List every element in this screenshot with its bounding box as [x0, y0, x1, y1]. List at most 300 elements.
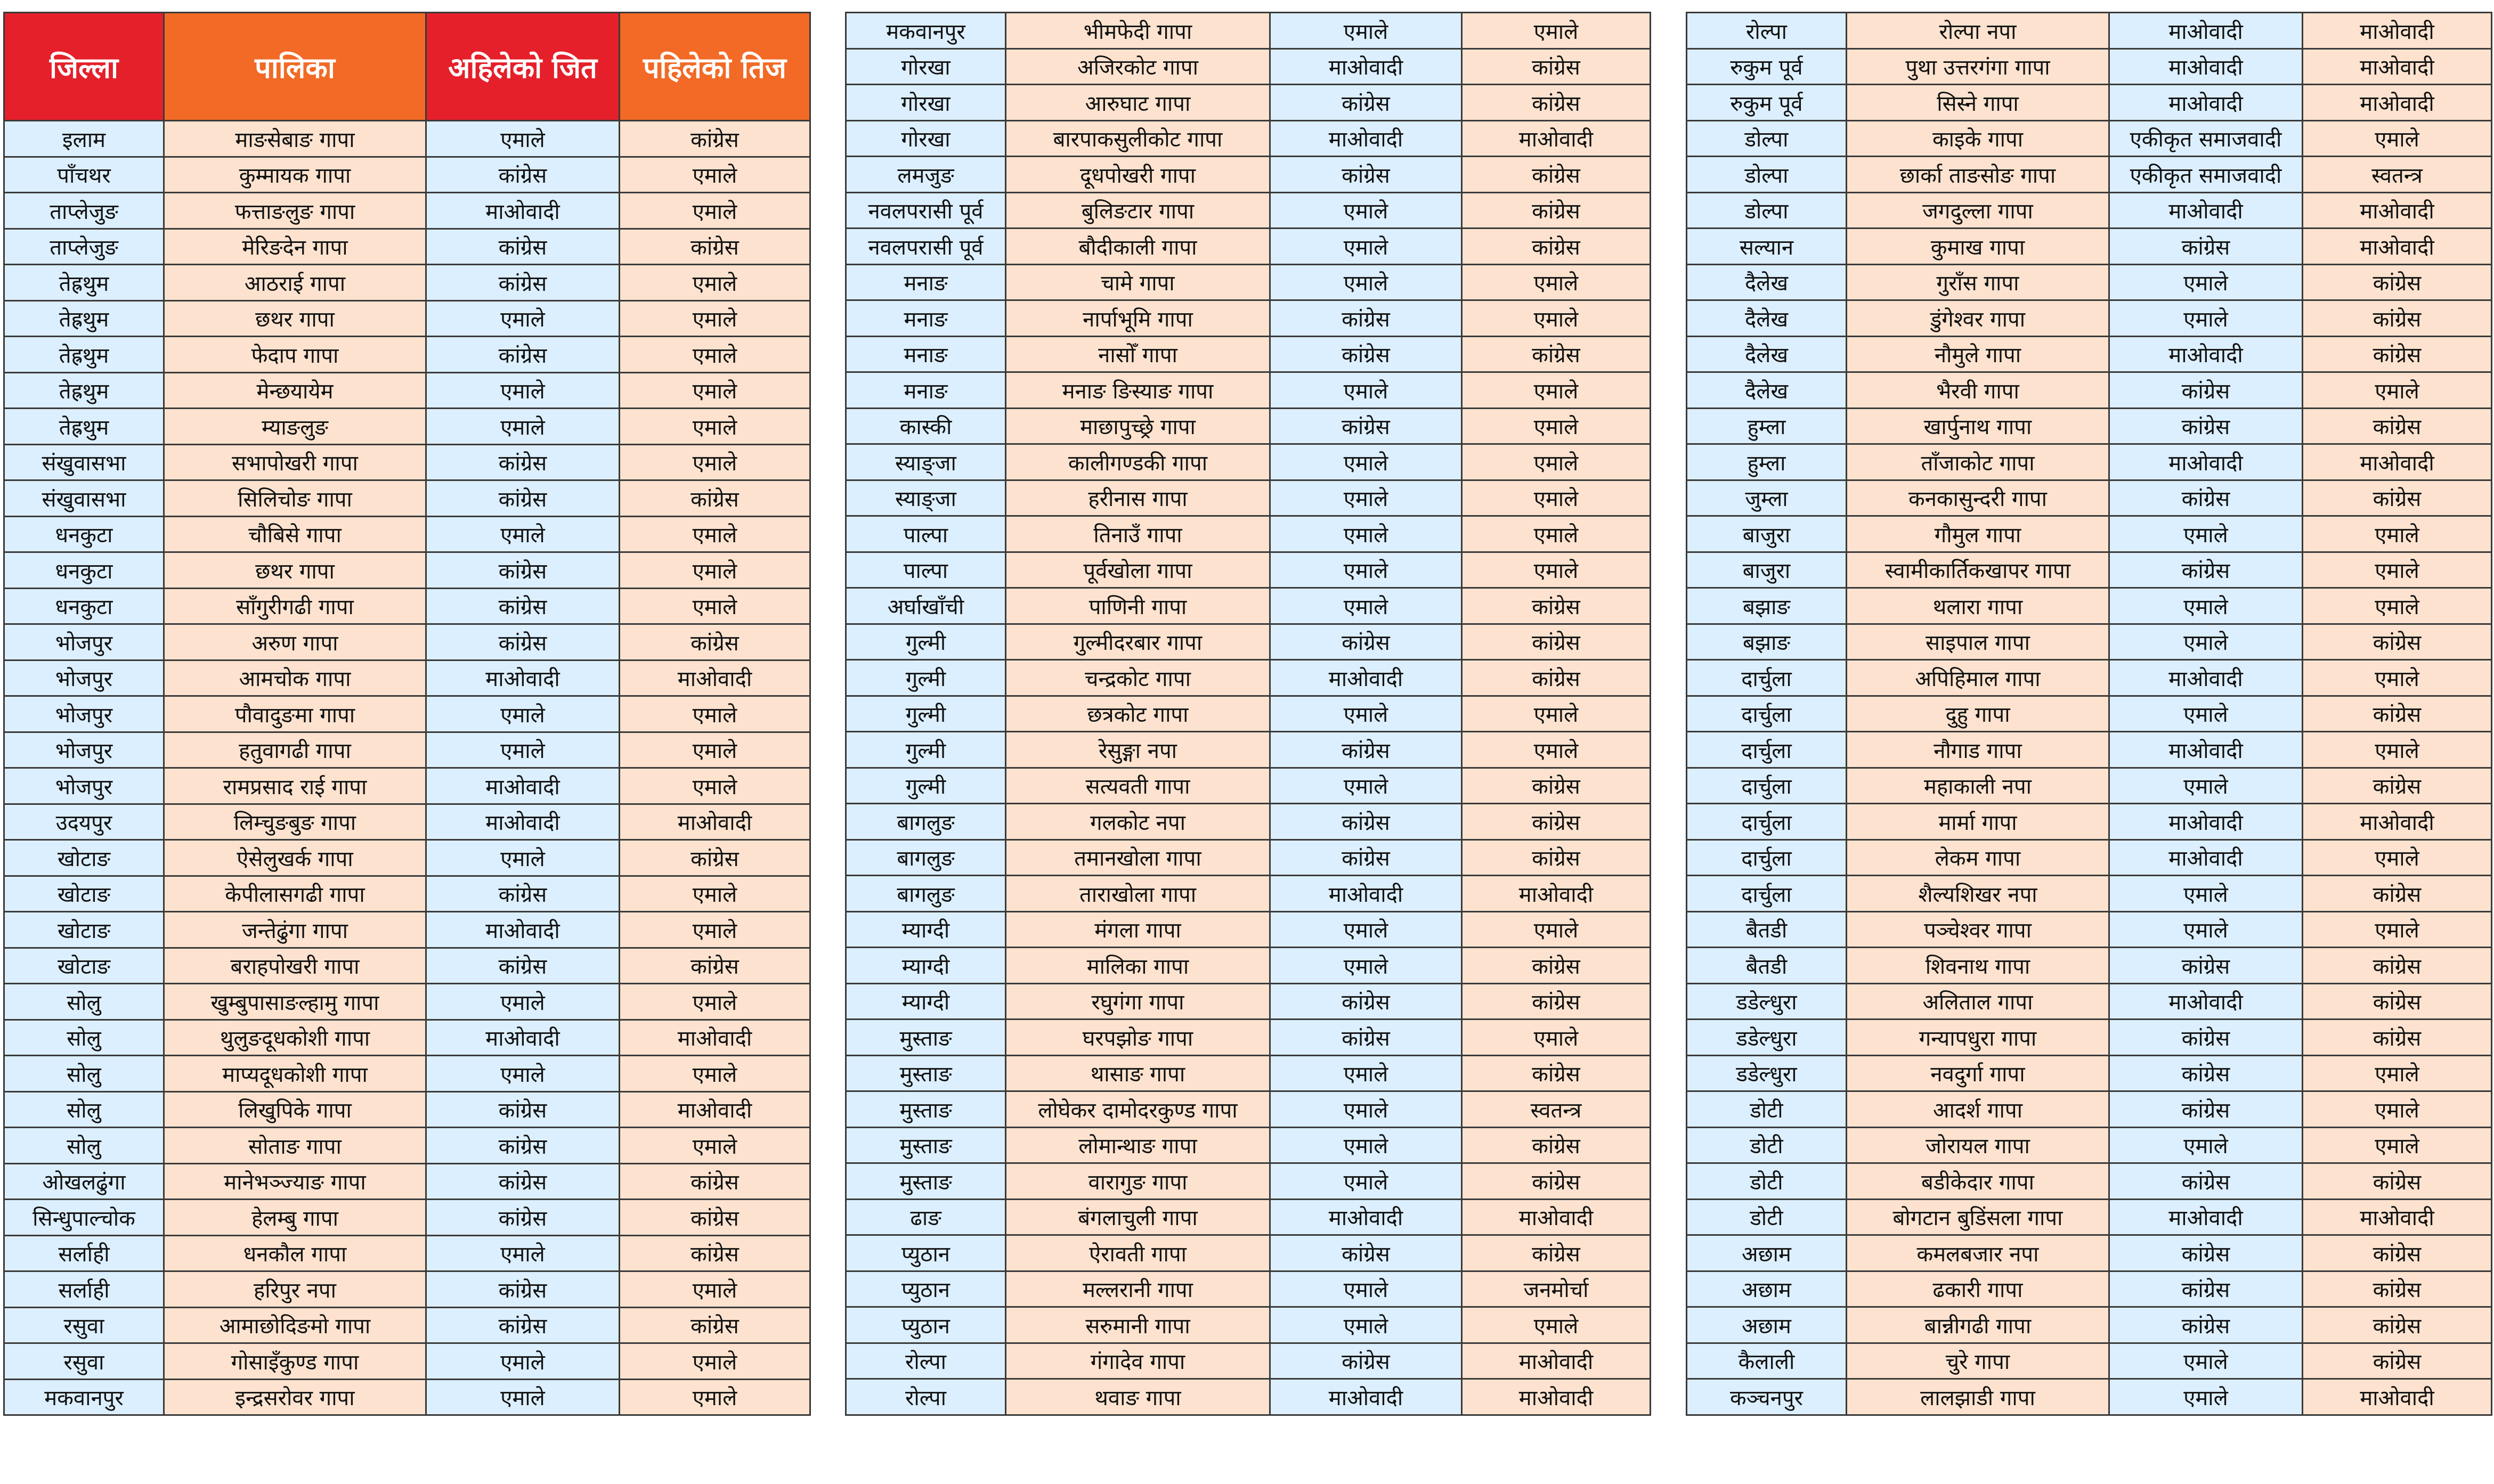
previous-cell: माओवादी: [620, 1091, 810, 1128]
previous-cell: माओवादी: [2303, 1379, 2492, 1415]
municipality-cell: वारागुङ गापा: [1006, 1163, 1270, 1200]
table-row: [846, 804, 1651, 840]
municipality-cell: इन्द्रसरोवर गापा: [164, 1379, 426, 1415]
previous-cell: एमाले: [620, 912, 810, 948]
previous-cell: एमाले: [620, 193, 810, 229]
current-win-cell: कांग्रेस: [2109, 1091, 2303, 1128]
table-row: [4, 1307, 810, 1343]
table-row: [4, 696, 810, 732]
municipality-cell: लोघेकर दामोदरकुण्ड गापा: [1006, 1091, 1270, 1128]
table-row: [1687, 372, 2492, 409]
district-cell: दार्चुला: [1687, 696, 1847, 732]
municipality-cell: सोताङ गापा: [164, 1128, 426, 1164]
municipality-cell: सत्यवती गापा: [1006, 768, 1270, 804]
current-win-cell: एमाले: [426, 516, 620, 552]
current-win-cell: माओवादी: [2109, 192, 2303, 229]
current-win-cell: एमाले: [1270, 516, 1462, 552]
previous-cell: एमाले: [2303, 120, 2492, 157]
table-row: [846, 480, 1651, 516]
current-win-cell: माओवादी: [1270, 48, 1462, 85]
table-row: [846, 588, 1651, 624]
municipality-cell: थासाङ गापा: [1006, 1055, 1270, 1091]
district-cell: हुम्ला: [1687, 444, 1847, 480]
district-cell: उदयपुर: [4, 804, 164, 840]
current-win-cell: कांग्रेस: [2109, 1307, 2303, 1343]
district-cell: अर्घाखाँची: [846, 588, 1006, 624]
municipality-cell: अरुण गापा: [164, 624, 426, 661]
table-row: [1687, 1199, 2492, 1235]
district-cell: प्युठान: [846, 1235, 1006, 1271]
current-win-cell: एमाले: [2109, 768, 2303, 804]
current-win-cell: कांग्रेस: [2109, 372, 2303, 409]
previous-cell: एमाले: [2303, 839, 2492, 876]
district-cell: दार्चुला: [1687, 804, 1847, 840]
current-win-cell: एमाले: [2109, 264, 2303, 300]
previous-cell: कांग्रेस: [2303, 1020, 2492, 1056]
current-win-cell: कांग्रेस: [426, 157, 620, 193]
district-cell: गोरखा: [846, 48, 1006, 85]
district-cell: लमजुङ: [846, 157, 1006, 193]
municipality-cell: नासोँ गापा: [1006, 336, 1270, 372]
district-cell: सोलु: [4, 1020, 164, 1056]
current-win-cell: कांग्रेस: [2109, 1020, 2303, 1056]
previous-cell: कांग्रेस: [620, 121, 810, 157]
table-row: [4, 516, 810, 552]
table-row: [4, 948, 810, 984]
municipality-cell: पाणिनी गापा: [1006, 588, 1270, 624]
municipality-cell: बराहपोखरी गापा: [164, 948, 426, 984]
district-cell: अछाम: [1687, 1307, 1847, 1343]
current-win-cell: कांग्रेस: [2109, 1235, 2303, 1271]
municipality-cell: नौमुले गापा: [1847, 336, 2109, 372]
district-cell: सोलु: [4, 1056, 164, 1092]
table-row: [1687, 660, 2492, 696]
current-win-cell: माओवादी: [426, 768, 620, 804]
table-row: [4, 121, 810, 157]
previous-cell: एमाले: [620, 516, 810, 552]
district-cell: रोल्पा: [1687, 13, 1847, 49]
previous-cell: माओवादी: [2303, 48, 2492, 85]
current-win-cell: एमाले: [1270, 229, 1462, 265]
current-win-cell: एमाले: [426, 696, 620, 732]
district-cell: भोजपुर: [4, 732, 164, 768]
district-cell: नवलपरासी पूर्व: [846, 192, 1006, 229]
previous-cell: एमाले: [1462, 264, 1651, 300]
current-win-cell: एमाले: [426, 1056, 620, 1092]
municipality-cell: कालीगण्डकी गापा: [1006, 444, 1270, 480]
district-cell: अछाम: [1687, 1235, 1847, 1271]
municipality-cell: भीमफेदी गापा: [1006, 13, 1270, 49]
previous-cell: एमाले: [2303, 732, 2492, 768]
municipality-cell: काइके गापा: [1847, 120, 2109, 157]
district-cell: पाल्पा: [846, 516, 1006, 552]
district-cell: तेह्रथुम: [4, 372, 164, 409]
district-cell: बागलुङ: [846, 876, 1006, 912]
municipality-cell: स्वामीकार्तिकखापर गापा: [1847, 552, 2109, 588]
district-cell: कास्की: [846, 408, 1006, 444]
current-win-cell: एमाले: [426, 840, 620, 876]
previous-cell: एमाले: [2303, 552, 2492, 588]
district-cell: भोजपुर: [4, 768, 164, 804]
district-cell: रोल्पा: [846, 1379, 1006, 1415]
current-win-cell: एमाले: [1270, 552, 1462, 588]
table-row: [4, 193, 810, 229]
previous-cell: एमाले: [620, 732, 810, 768]
district-cell: मनाङ: [846, 264, 1006, 300]
results-table-1: [3, 12, 811, 1416]
current-win-cell: कांग्रेस: [426, 948, 620, 984]
current-win-cell: माओवादी: [426, 193, 620, 229]
previous-cell: कांग्रेस: [2303, 1235, 2492, 1271]
municipality-cell: छार्का ताङसोङ गापा: [1847, 157, 2109, 193]
table-row: [4, 768, 810, 804]
current-win-cell: एमाले: [1270, 372, 1462, 409]
municipality-cell: ताँजाकोट गापा: [1847, 444, 2109, 480]
current-win-cell: कांग्रेस: [2109, 948, 2303, 984]
municipality-header: पालिका: [164, 13, 426, 121]
district-cell: प्युठान: [846, 1271, 1006, 1307]
district-cell: तेह्रथुम: [4, 409, 164, 445]
municipality-cell: गौमुल गापा: [1847, 516, 2109, 552]
current-win-cell: एमाले: [426, 121, 620, 157]
district-cell: भोजपुर: [4, 660, 164, 696]
district-cell: इलाम: [4, 121, 164, 157]
district-cell: डडेल्धुरा: [1687, 1055, 1847, 1091]
current-win-cell: एमाले: [426, 372, 620, 409]
previous-cell: कांग्रेस: [2303, 300, 2492, 337]
current-win-cell: एकीकृत समाजवादी: [2109, 120, 2303, 157]
district-cell: ताप्लेजुङ: [4, 193, 164, 229]
municipality-cell: बौदीकाली गापा: [1006, 229, 1270, 265]
previous-cell: कांग्रेस: [1462, 588, 1651, 624]
municipality-cell: अजिरकोट गापा: [1006, 48, 1270, 85]
district-cell: जुम्ला: [1687, 480, 1847, 516]
current-win-cell: माओवादी: [426, 660, 620, 696]
previous-cell: कांग्रेस: [1462, 1163, 1651, 1200]
table-row: [4, 337, 810, 373]
table-row: [846, 660, 1651, 696]
previous-cell: कांग्रेस: [1462, 336, 1651, 372]
current-win-cell: कांग्रेस: [2109, 229, 2303, 265]
table-row: [4, 372, 810, 409]
current-win-cell: एमाले: [2109, 911, 2303, 948]
table-row: [4, 732, 810, 768]
current-win-cell: माओवादी: [2109, 839, 2303, 876]
district-cell: डडेल्धुरा: [1687, 983, 1847, 1020]
table-row: [1687, 588, 2492, 624]
current-win-cell: एमाले: [1270, 444, 1462, 480]
municipality-cell: केपीलासगढी गापा: [164, 876, 426, 912]
previous-cell: कांग्रेस: [2303, 876, 2492, 912]
table-row: [4, 984, 810, 1020]
district-cell: अछाम: [1687, 1271, 1847, 1307]
municipality-cell: शिवनाथ गापा: [1847, 948, 2109, 984]
municipality-cell: जन्तेढुंगा गापा: [164, 912, 426, 948]
table-row: [846, 696, 1651, 732]
table-row: [846, 157, 1651, 193]
district-cell: सिन्धुपाल्चोक: [4, 1200, 164, 1236]
table-row: [4, 552, 810, 589]
table-row: [1687, 552, 2492, 588]
current-win-cell: माओवादी: [1270, 1199, 1462, 1235]
table-row: [4, 1020, 810, 1056]
district-cell: कञ्चनपुर: [1687, 1379, 1847, 1415]
table-row: [4, 876, 810, 912]
current-win-cell: कांग्रेस: [2109, 1055, 2303, 1091]
municipality-cell: लोमान्थाङ गापा: [1006, 1127, 1270, 1163]
current-win-cell: एमाले: [1270, 192, 1462, 229]
municipality-cell: माप्यदूधकोशी गापा: [164, 1056, 426, 1092]
previous-cell: एमाले: [620, 1128, 810, 1164]
table-row: [4, 300, 810, 337]
table-row: [1687, 300, 2492, 337]
municipality-cell: गोसाइँकुण्ड गापा: [164, 1343, 426, 1380]
previous-cell: माओवादी: [2303, 444, 2492, 480]
municipality-cell: ऐसेलुखर्क गापा: [164, 840, 426, 876]
municipality-cell: कनकासुन्दरी गापा: [1847, 480, 2109, 516]
previous-cell: एमाले: [2303, 588, 2492, 624]
municipality-cell: चुरे गापा: [1847, 1343, 2109, 1379]
table-row: [1687, 1235, 2492, 1271]
municipality-cell: अलिताल गापा: [1847, 983, 2109, 1020]
municipality-cell: सरुमानी गापा: [1006, 1307, 1270, 1343]
previous-cell: कांग्रेस: [2303, 948, 2492, 984]
district-cell: दैलेख: [1687, 264, 1847, 300]
table-row: [1687, 264, 2492, 300]
district-cell: बागलुङ: [846, 804, 1006, 840]
current-win-cell: एमाले: [1270, 1055, 1462, 1091]
previous-cell: एमाले: [2303, 1127, 2492, 1163]
municipality-cell: म्याङलुङ: [164, 409, 426, 445]
previous-cell: माओवादी: [1462, 1199, 1651, 1235]
current-win-cell: एमाले: [1270, 264, 1462, 300]
previous-cell: कांग्रेस: [2303, 696, 2492, 732]
previous-cell: एमाले: [620, 1271, 810, 1308]
previous-cell: कांग्रेस: [620, 948, 810, 984]
table-row: [846, 1020, 1651, 1056]
table-row: [4, 157, 810, 193]
table-row: [1687, 336, 2492, 372]
previous-cell: माओवादी: [620, 804, 810, 840]
previous-cell: एमाले: [1462, 300, 1651, 337]
previous-cell: कांग्रेस: [1462, 48, 1651, 85]
table-row: [846, 552, 1651, 588]
table-row: [4, 1056, 810, 1092]
current-win-cell: कांग्रेस: [1270, 300, 1462, 337]
previous-cell: कांग्रेस: [2303, 624, 2492, 660]
municipality-cell: आरुघाट गापा: [1006, 85, 1270, 121]
municipality-cell: खार्पुनाथ गापा: [1847, 408, 2109, 444]
current-win-cell: कांग्रेस: [2109, 552, 2303, 588]
municipality-cell: छथर गापा: [164, 552, 426, 589]
municipality-cell: रामप्रसाद राई गापा: [164, 768, 426, 804]
municipality-cell: डुंगेश्वर गापा: [1847, 300, 2109, 337]
previous-cell: एमाले: [1462, 1020, 1651, 1056]
table-row: [1687, 13, 2492, 49]
municipality-cell: गन्यापधुरा गापा: [1847, 1020, 2109, 1056]
previous-cell: एमाले: [620, 696, 810, 732]
municipality-cell: आमाछोदिङमो गापा: [164, 1307, 426, 1343]
previous-cell: एमाले: [620, 1343, 810, 1380]
municipality-cell: खुम्बुपासाङल्हामु गापा: [164, 984, 426, 1020]
municipality-cell: बोगटान बुडिंसला गापा: [1847, 1199, 2109, 1235]
previous-cell: एमाले: [620, 552, 810, 589]
district-cell: तेह्रथुम: [4, 300, 164, 337]
previous-cell: एमाले: [1462, 1307, 1651, 1343]
municipality-cell: फत्ताङलुङ गापा: [164, 193, 426, 229]
municipality-cell: माछापुच्छ्रे गापा: [1006, 408, 1270, 444]
previous-cell: जनमोर्चा: [1462, 1271, 1651, 1307]
district-cell: सल्यान: [1687, 229, 1847, 265]
district-cell: गुल्मी: [846, 768, 1006, 804]
previous-cell: एमाले: [1462, 408, 1651, 444]
district-cell: रसुवा: [4, 1307, 164, 1343]
table-row: [1687, 229, 2492, 265]
table-row: [1687, 804, 2492, 840]
current-win-cell: माओवादी: [1270, 120, 1462, 157]
current-win-cell: एमाले: [1270, 768, 1462, 804]
current-win-cell: कांग्रेस: [1270, 804, 1462, 840]
district-cell: गुल्मी: [846, 624, 1006, 660]
district-cell: म्याग्दी: [846, 948, 1006, 984]
previous-cell: एमाले: [1462, 552, 1651, 588]
table-row: [1687, 48, 2492, 85]
table-row: [1687, 85, 2492, 121]
previous-cell: कांग्रेस: [1462, 85, 1651, 121]
municipality-cell: आदर्श गापा: [1847, 1091, 2109, 1128]
table-row: [1687, 948, 2492, 984]
municipality-cell: सिस्ने गापा: [1847, 85, 2109, 121]
district-cell: पाँचथर: [4, 157, 164, 193]
current-win-cell: एमाले: [426, 732, 620, 768]
municipality-cell: चन्द्रकोट गापा: [1006, 660, 1270, 696]
previous-cell: कांग्रेस: [1462, 229, 1651, 265]
current-win-cell: कांग्रेस: [426, 1200, 620, 1236]
table-row: [1687, 1271, 2492, 1307]
municipality-cell: जोरायल गापा: [1847, 1127, 2109, 1163]
table-row: [4, 624, 810, 661]
table-row: [4, 1343, 810, 1380]
district-cell: सोलु: [4, 1091, 164, 1128]
current-win-cell: कांग्रेस: [1270, 1343, 1462, 1379]
table-row: [846, 839, 1651, 876]
district-cell: बैतडी: [1687, 948, 1847, 984]
district-cell: दैलेख: [1687, 300, 1847, 337]
current-win-cell: एमाले: [1270, 948, 1462, 984]
table-row: [4, 1235, 810, 1271]
municipality-cell: नार्पाभूमि गापा: [1006, 300, 1270, 337]
district-cell: गोरखा: [846, 85, 1006, 121]
table-row: [1687, 876, 2492, 912]
table-row: [846, 85, 1651, 121]
district-cell: बाजुरा: [1687, 552, 1847, 588]
table-row: [4, 1163, 810, 1200]
current-win-cell: एमाले: [426, 984, 620, 1020]
previous-header: पहिलेको तिज: [620, 13, 810, 121]
table-row: [1687, 408, 2492, 444]
table-row: [1687, 480, 2492, 516]
previous-cell: कांग्रेस: [2303, 768, 2492, 804]
previous-cell: एमाले: [1462, 911, 1651, 948]
municipality-cell: हतुवागढी गापा: [164, 732, 426, 768]
table-row: [4, 1200, 810, 1236]
district-cell: दैलेख: [1687, 372, 1847, 409]
district-cell: भोजपुर: [4, 624, 164, 661]
current-win-cell: कांग्रेस: [2109, 1271, 2303, 1307]
current-win-cell: एमाले: [2109, 696, 2303, 732]
current-win-cell: कांग्रेस: [1270, 1235, 1462, 1271]
previous-cell: कांग्रेस: [2303, 336, 2492, 372]
previous-cell: एमाले: [620, 300, 810, 337]
previous-cell: माओवादी: [2303, 804, 2492, 840]
current-win-cell: कांग्रेस: [1270, 85, 1462, 121]
table-row: [846, 444, 1651, 480]
previous-cell: एमाले: [620, 984, 810, 1020]
district-cell: सोलु: [4, 984, 164, 1020]
current-win-cell: कांग्रेस: [1270, 624, 1462, 660]
district-cell: गुल्मी: [846, 696, 1006, 732]
municipality-cell: मेन्छयायेम: [164, 372, 426, 409]
municipality-cell: महाकाली नपा: [1847, 768, 2109, 804]
district-cell: मुस्ताङ: [846, 1127, 1006, 1163]
municipality-cell: आमचोक गापा: [164, 660, 426, 696]
table-row: [1687, 192, 2492, 229]
table-row: [846, 624, 1651, 660]
current-win-cell: एकीकृत समाजवादी: [2109, 157, 2303, 193]
header-row: [4, 13, 810, 121]
district-cell: बैतडी: [1687, 911, 1847, 948]
table-row: [4, 1379, 810, 1415]
municipality-cell: सिलिचोङ गापा: [164, 480, 426, 517]
district-cell: दैलेख: [1687, 336, 1847, 372]
table-row: [846, 1055, 1651, 1091]
current-win-cell: एमाले: [1270, 1271, 1462, 1307]
district-cell: डडेल्धुरा: [1687, 1020, 1847, 1056]
municipality-cell: कुमाख गापा: [1847, 229, 2109, 265]
previous-cell: एमाले: [1462, 372, 1651, 409]
current-win-cell: कांग्रेस: [426, 588, 620, 624]
municipality-cell: भैरवी गापा: [1847, 372, 2109, 409]
current-win-cell: एमाले: [2109, 876, 2303, 912]
table-row: [1687, 624, 2492, 660]
district-cell: गुल्मी: [846, 732, 1006, 768]
municipality-cell: मंगला गापा: [1006, 911, 1270, 948]
previous-cell: कांग्रेस: [620, 1200, 810, 1236]
previous-cell: एमाले: [620, 337, 810, 373]
table-row: [4, 229, 810, 265]
municipality-cell: चामे गापा: [1006, 264, 1270, 300]
municipality-cell: मेरिङदेन गापा: [164, 229, 426, 265]
table-row: [4, 480, 810, 517]
current-win-cell: कांग्रेस: [426, 624, 620, 661]
previous-cell: कांग्रेस: [2303, 1343, 2492, 1379]
previous-cell: एमाले: [1462, 696, 1651, 732]
previous-cell: स्वतन्त्र: [1462, 1091, 1651, 1128]
current-win-cell: कांग्रेस: [426, 1307, 620, 1343]
current-win-cell: एमाले: [1270, 1163, 1462, 1200]
district-cell: सर्लाही: [4, 1235, 164, 1271]
current-win-cell: एमाले: [1270, 911, 1462, 948]
municipality-cell: पूर्वखोला गापा: [1006, 552, 1270, 588]
table-row: [4, 840, 810, 876]
table-row: [4, 912, 810, 948]
district-cell: तेह्रथुम: [4, 265, 164, 301]
table-row: [846, 336, 1651, 372]
current-win-cell: कांग्रेस: [1270, 336, 1462, 372]
previous-cell: माओवादी: [2303, 13, 2492, 49]
district-cell: डोल्पा: [1687, 120, 1847, 157]
current-win-cell: कांग्रेस: [426, 337, 620, 373]
